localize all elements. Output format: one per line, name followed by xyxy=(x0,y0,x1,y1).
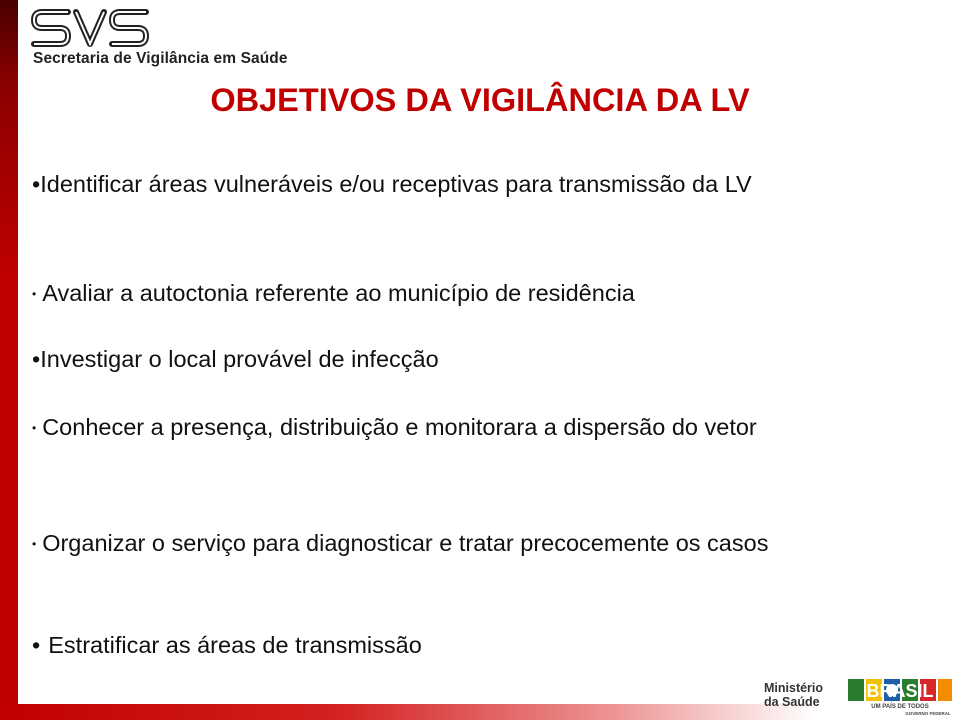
bullet-marker: • xyxy=(32,421,37,435)
bullet-text: Identificar áreas vulneráveis e/ou receptivas para transmissão da LV xyxy=(40,171,752,197)
bullet-item xyxy=(32,168,944,201)
ministry-line2: da Saúde xyxy=(764,695,820,709)
logo-subtitle: Secretaria de Vigilância em Saúde xyxy=(33,50,288,67)
bullet-marker: • xyxy=(32,632,41,658)
bullet-text: Conhecer a presença, distribuição e monitorara a dispersão do vetor xyxy=(42,414,757,440)
ministry-line1: Ministério xyxy=(764,681,824,695)
brasil-tagline: UM PAÍS DE TODOS xyxy=(871,704,929,710)
bullet-text: Estratificar as áreas de transmissão xyxy=(48,632,422,658)
brasil-logo xyxy=(848,677,954,717)
bullet-item xyxy=(32,411,944,445)
bullet-text: Investigar o local provável de infecção xyxy=(40,346,439,372)
slide-title: OBJETIVOS DA VIGILÂNCIA DA LV xyxy=(210,82,750,118)
bullet-item xyxy=(32,629,944,662)
bullet-marker: • xyxy=(32,287,37,301)
bullet-marker: • xyxy=(32,537,37,551)
bullet-text: Avaliar a autoctonia referente ao município de residência xyxy=(42,280,635,306)
bullet-text: Organizar o serviço para diagnosticar e tratar precocemente os casos xyxy=(42,530,769,556)
bullet-item xyxy=(32,277,944,311)
bullet-marker: • xyxy=(32,171,41,197)
brasil-gov: GOVERNO FEDERAL xyxy=(905,711,951,716)
bullet-item xyxy=(32,527,944,561)
bullet-marker: • xyxy=(32,346,41,372)
ministry-logo xyxy=(764,681,823,709)
brasil-logo-text: BRASIL xyxy=(866,681,934,701)
bullet-item xyxy=(32,343,944,376)
